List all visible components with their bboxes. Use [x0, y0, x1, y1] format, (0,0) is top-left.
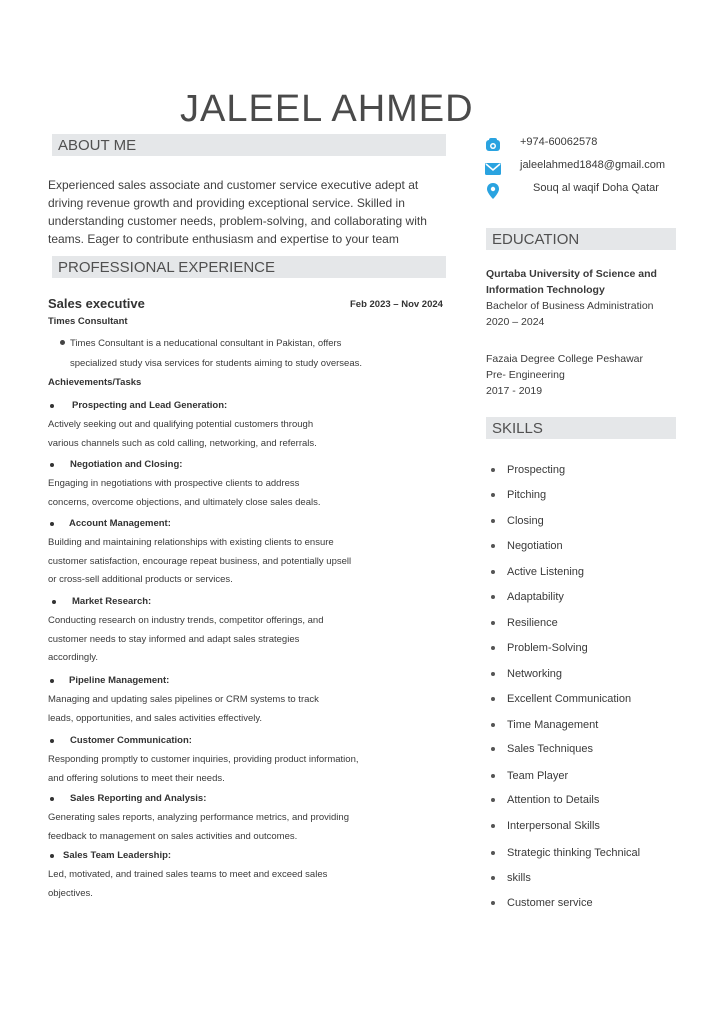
achievements-label: Achievements/Tasks [48, 377, 142, 388]
achievement-line: various channels such as cold calling, networking, and referrals. [48, 437, 317, 449]
achievement-title: Negotiation and Closing: [70, 459, 183, 470]
achievement-title: Sales Reporting and Analysis: [70, 793, 207, 804]
skill-item: Attention to Details [491, 791, 599, 809]
bullet-icon [50, 679, 54, 683]
skill-item: Adaptability [491, 588, 564, 606]
achievement-line: concerns, overcome objections, and ultimately close sales deals. [48, 496, 321, 508]
experience-section-header: PROFESSIONAL EXPERIENCE [52, 256, 446, 278]
skill-item: Prospecting [491, 461, 565, 479]
bullet-icon [491, 851, 495, 855]
bullet-icon [491, 723, 495, 727]
phone-number: +974-60062578 [520, 136, 598, 148]
skill-item: Active Listening [491, 563, 584, 581]
skill-item: Sales Techniques [491, 740, 593, 758]
bullet-icon [491, 646, 495, 650]
bullet-icon [491, 876, 495, 880]
achievement-line: leads, opportunities, and sales activities effectively. [48, 712, 263, 724]
skill-item: skills [491, 869, 531, 887]
bullet-icon [50, 522, 54, 526]
email-address: jaleelahmed1848@gmail.com [520, 159, 666, 171]
bullet-icon [491, 595, 495, 599]
achievement-line: Conducting research on industry trends, competitor offerings, and [48, 615, 324, 626]
job-dates: Feb 2023 – Nov 2024 [350, 299, 443, 310]
school-name: Qurtaba University of Science and [486, 268, 657, 280]
bullet-icon [491, 774, 495, 778]
achievement-item [48, 732, 448, 788]
degree: Bachelor of Business Administration [486, 300, 654, 312]
bullet-icon [491, 621, 495, 625]
bullet-icon [50, 463, 54, 467]
skill-item: Interpersonal Skills [491, 817, 600, 835]
education-entry [486, 351, 686, 399]
bullet-icon [491, 747, 495, 751]
skill-item: Resilience [491, 614, 558, 632]
company-description: Times Consultant is a neducational consultant in Pakistan, offers [70, 338, 342, 349]
school-name-cont: Information Technology [486, 284, 605, 296]
achievement-line: customer needs to stay informed and adapt sales strategies [48, 633, 300, 645]
bullet-icon [50, 854, 54, 858]
achievement-item [48, 790, 448, 846]
skill-item: Negotiation [491, 537, 563, 555]
skill-item: Pitching [491, 486, 546, 504]
bullet-icon [491, 672, 495, 676]
achievement-line: accordingly. [48, 652, 98, 663]
about-line: driving revenue growth and providing exceptional service. Skilled in [48, 196, 405, 210]
achievement-line: Actively seeking out and qualifying potential customers through [48, 419, 314, 430]
bullet-icon [491, 901, 495, 905]
about-section-header: ABOUT ME [52, 134, 446, 156]
years: 2017 - 2019 [486, 385, 543, 397]
achievement-line: Building and maintaining relationships with existing clients to ensure [48, 537, 334, 548]
bullet-icon [491, 824, 495, 828]
skill-item: Problem-Solving [491, 639, 588, 657]
achievement-item [48, 397, 448, 453]
achievement-item [48, 593, 448, 668]
about-text [48, 176, 448, 248]
bullet-icon [491, 493, 495, 497]
bullet-icon [491, 468, 495, 472]
bullet-icon [50, 797, 54, 801]
about-line: understanding customer needs, problem-solving, and collaborating with [48, 214, 427, 228]
bullet-icon [50, 739, 54, 743]
bullet-icon [491, 544, 495, 548]
achievement-line: Engaging in negotiations with prospective clients to address [48, 478, 300, 489]
achievement-line: objectives. [48, 887, 93, 899]
bullet-icon [52, 600, 56, 604]
achievement-item [48, 515, 448, 590]
bullet-icon [491, 798, 495, 802]
bullet-icon [491, 697, 495, 701]
skill-item: Excellent Communication [491, 690, 631, 708]
company-bullet [60, 340, 65, 345]
education-section-header: EDUCATION [486, 228, 676, 250]
company-description-cont: specialized study visa services for students aiming to study overseas. [70, 358, 362, 369]
bullet-icon [50, 404, 54, 408]
achievement-line: Led, motivated, and trained sales teams to meet and exceed sales [48, 869, 328, 880]
achievement-title: Prospecting and Lead Generation: [72, 400, 228, 411]
achievement-line: or cross-sell additional products or services. [48, 574, 233, 585]
school-name: Fazaia Degree College Peshawar [486, 353, 644, 365]
achievement-line: Responding promptly to customer inquiries, providing product information, [48, 754, 359, 765]
degree: Pre- Engineering [486, 369, 565, 381]
achievement-item [48, 672, 448, 728]
skill-item: Customer service [491, 894, 593, 912]
skills-section-header: SKILLS [486, 417, 676, 439]
skill-item: Team Player [491, 767, 568, 785]
bullet-icon [491, 519, 495, 523]
phone-icon [484, 136, 502, 154]
achievement-title: Customer Communication: [70, 735, 192, 746]
resume-name: JALEEL AHMED [180, 88, 474, 130]
skill-item: Strategic thinking Technical [491, 844, 640, 862]
location-icon [484, 182, 502, 200]
bullet-icon [491, 570, 495, 574]
achievement-title: Sales Team Leadership: [63, 850, 172, 861]
achievement-line: feedback to management on sales activities and outcomes. [48, 830, 298, 842]
years: 2020 – 2024 [486, 316, 545, 328]
achievement-line: and offering solutions to meet their needs. [48, 772, 225, 784]
job-title: Sales executive [48, 296, 145, 311]
achievement-line: Managing and updating sales pipelines or CRM systems to track [48, 694, 319, 705]
company-name: Times Consultant [48, 316, 128, 327]
skill-item: Time Management [491, 716, 598, 734]
achievement-title: Account Management: [69, 518, 171, 529]
achievement-line: customer satisfaction, encourage repeat business, and potentially upsell [48, 555, 352, 567]
achievement-item [48, 456, 448, 512]
skill-item: Closing [491, 512, 544, 530]
about-line: teams. Eager to contribute enthusiasm and expertise to your team [48, 232, 399, 246]
achievement-title: Pipeline Management: [69, 675, 170, 686]
about-line: Experienced sales associate and customer service executive adept at [48, 178, 419, 192]
achievement-title: Market Research: [72, 596, 152, 607]
email-icon [484, 160, 502, 178]
skill-item: Networking [491, 665, 562, 683]
address: Souq al waqif Doha Qatar [533, 182, 659, 194]
achievement-item [48, 847, 448, 903]
achievement-line: Generating sales reports, analyzing performance metrics, and providing [48, 812, 349, 823]
education-entry [486, 266, 686, 330]
